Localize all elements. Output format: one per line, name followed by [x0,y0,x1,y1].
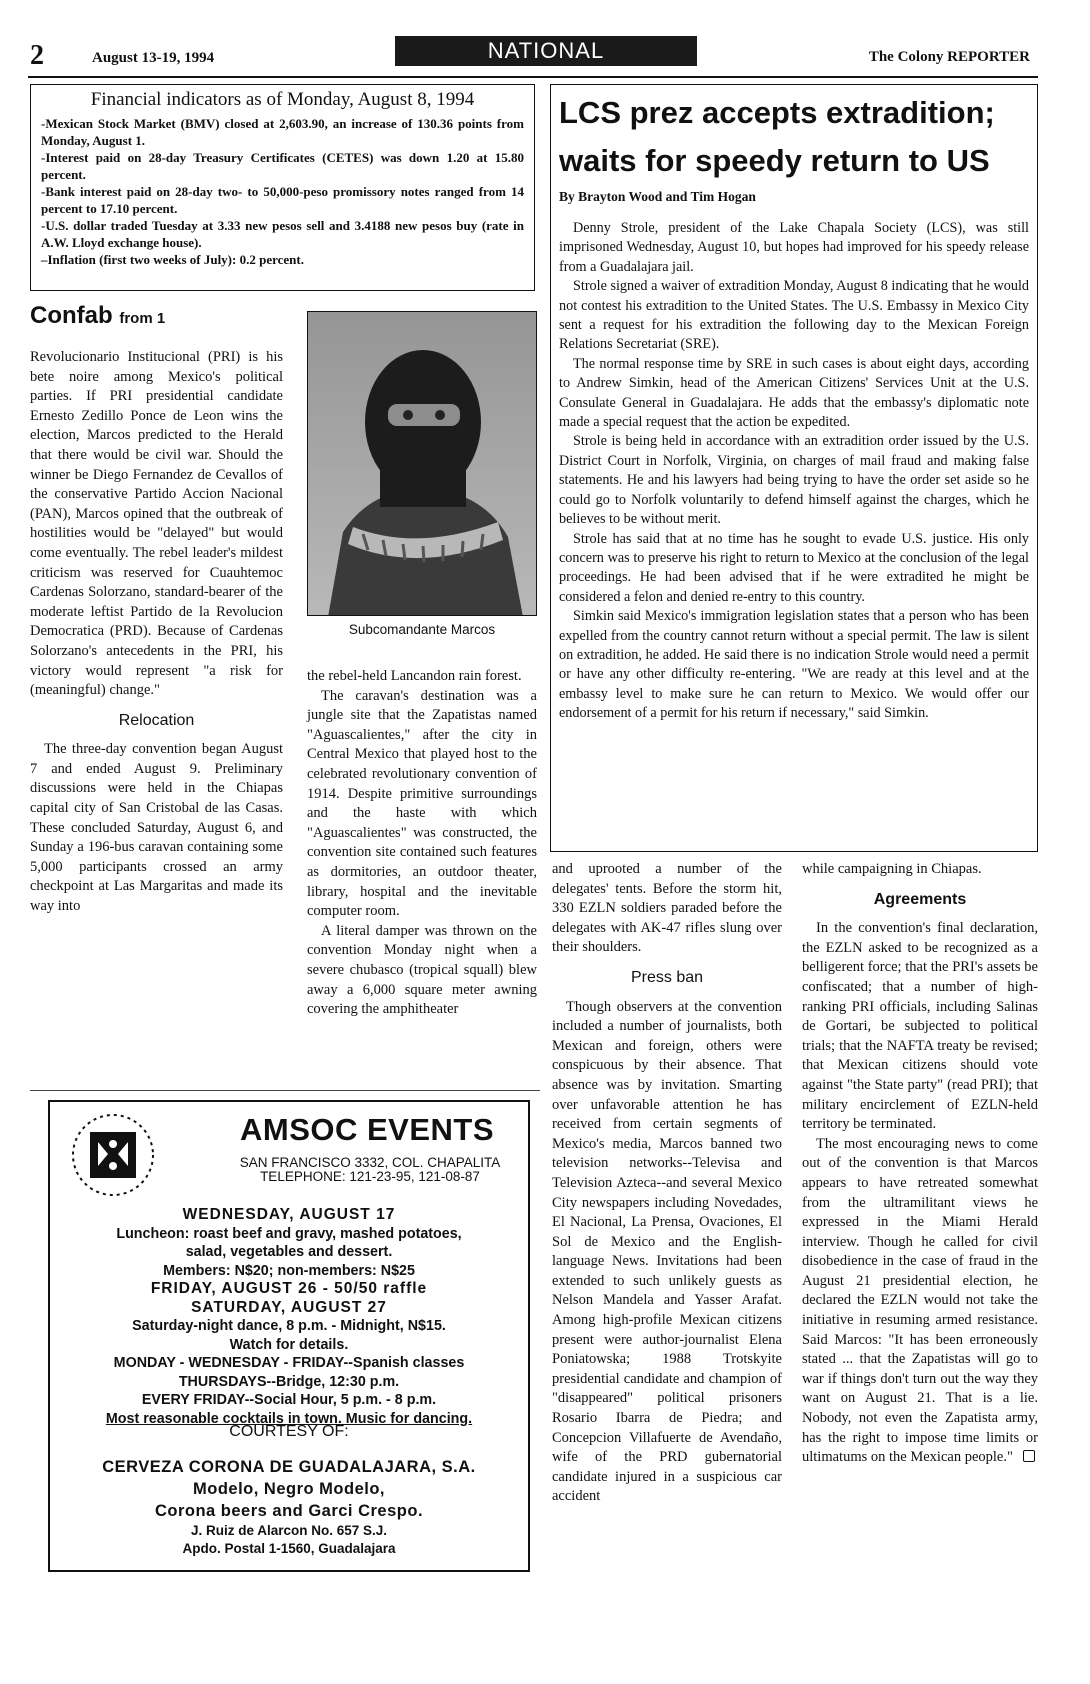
ad-contact-line: J. Ruiz de Alarcon No. 657 S.J. [190,1523,388,1538]
financial-item: -U.S. dollar traded Tuesday at 3.33 new pesos sell and 3.4188 new pesos buy (rate in A.W. Lloyd exchange house). [41,218,524,250]
ad-event-line: Watch for details. [229,1336,349,1353]
financial-indicators-box [30,84,535,291]
confab-paragraph: The caravan's destination was a jungle site that the Zapatistas named "Aguascalientes," after the city in Central Mexico that played host to the celebrated revolutionary convention of 1914. Despite primitive surroundings and the haste with which "Aguascalientes" was constructed, the convention site contained such features as dormitories, an outdoor theater, library, hospital and the inevitable computer room. [307,687,537,920]
confab-paragraph: Though observers at the convention included a number of journalists, both Mexican and foreign, others were conspicuous by their absence. That absence was by invitation. Smarting over unfavorable attention he has received from certain segments of Mexico's media, Marcos banned two television networks--Televisa and Television Azteca--and several Mexico City newspapers including Novedades, El Nacional, La Prensa, Ovaciones, El Sol de Mexico and the English-language News. Invitations had been extended to such unlikely guests as Nelson Mandela and Yasser Arafat. Among high-profile Mexican citizens present were author-journalist Elena Poniatowska; 1988 Trotskyite presidential candidate and champion of "disappeared" political prisoners Rosario Ibarra de Piedra; and Concepcion Villafuerte de Avendaño, wife of the PRD gubernatorial candidate injured in a suspicious car accident [552,998,782,1505]
lcs-paragraph: Strole signed a waiver of extradition Monday, August 8 indicating that he would not contest his extradition to the United States. The U.S. Embassy in Mexico City sent a request for his extradition the following day to the Mexican Foreign Relations Secretariat (SRE). [559,278,1029,353]
lcs-headline [559,89,1029,185]
column-divider [30,1090,540,1091]
lcs-paragraph: The normal response time by SRE in such cases is about eight days, according to Andrew Simkin, head of the American Citizens' Services Unit at the U.S. Consulate General in Guadalajara. He adds that the embassy's diplomatic note made a special request that the action be expedited. [559,355,1029,431]
lcs-paragraph: Strole is being held in accordance with an extradition order issued by the U.S. District Court in Norfolk, Virginia, on charges of mail fraud and making false statements. He and his lawyers had being trying to have the order set aside so he could go to Norfolk voluntarily to defend himself against the charges, which he believes to be without merit. [559,433,1029,528]
lcs-byline: By Brayton Wood and Tim Hogan [559,189,756,204]
ad-sponsor-line: Modelo, Negro Modelo, [193,1480,385,1498]
financial-item: -Bank interest paid on 28-day two- to 50,000-peso promissory notes ranged from 14 percent to 17.10 percent. [41,184,524,216]
subhead-relocation: Relocation [118,711,195,729]
lcs-paragraph: Strole has said that at no time has he sought to evade U.S. justice. His only concern was to preserve his right to return to Mexico at the conclusion of the legal proceedings. He had been advised that if he were extradited he might be considered a felon and denied re-entry to this country. [559,530,1029,605]
issue-date: August 13-19, 1994 [92,50,215,66]
ad-event-line: Most reasonable cocktails in town. Music for dancing. [105,1410,473,1427]
marcos-photo [307,311,537,616]
ad-address [220,1156,520,1184]
ad-event-line: Members: N$20; non-members: N$25 [163,1262,415,1279]
ad-event-line: FRIDAY, AUGUST 26 - 50/50 raffle [150,1280,428,1297]
subhead-press-ban: Press ban [630,968,704,986]
ad-event-line: MONDAY - WEDNESDAY - FRIDAY--Spanish classes [113,1355,465,1371]
confab-column-3 [552,860,782,1507]
ad-contact [58,1522,520,1558]
confab-paragraph [802,1135,1038,1468]
ad-event-line: WEDNESDAY, AUGUST 17 [182,1206,396,1223]
ad-event-line: Saturday-night dance, 8 p.m. - Midnight, N$15. [132,1318,446,1334]
ad-sponsor-line: Corona beers and Garci Crespo. [154,1502,424,1520]
ad-contact-line: Apdo. Postal 1-1560, Guadalajara [182,1541,396,1556]
subhead-agreements: Agreements [873,890,967,908]
header-rule [28,76,1038,78]
ad-sponsor-line: CERVEZA CORONA DE GUADALAJARA, S.A. [102,1458,476,1476]
confab-paragraph: the rebel-held Lancandon rain forest. [307,668,522,684]
confab-paragraph: and uprooted a number of the delegates' tents. Before the storm hit, 330 EZLN soldiers paraded before the delegates with AK-47 rifles slung over their shoulders. [552,861,782,956]
ad-sponsor [58,1456,520,1522]
lcs-headline-line2: waits for speedy return to US [559,143,990,178]
ad-event-line: Luncheon: roast beef and gravy, mashed potatoes, [116,1225,462,1242]
confab-paragraph: The three-day convention began August 7 and ended August 9. Preliminary discussions were held in the Chiapas capital city of San Cristobal de las Casas. These concluded Saturday, August 6, and Sunday a 196-bus caravan containing some 5,000 participants crossed an army checkpoint at Las Margaritas and made its way into [30,741,283,915]
masked-rebel-illustration [308,312,537,616]
lcs-paragraph: Denny Strole, president of the Lake Chapala Society (LCS), was still imprisoned Wednesday, August 10, but hopes had improved for his speedy release from a Guadalajara jail. [559,220,1029,275]
confab-column-1 [30,348,283,917]
ad-title: AMSOC EVENTS [240,1112,495,1147]
confab-paragraph: Revolucionario Institucional (PRI) is his bete noire among Mexico's political parties. If PRI presidential candidate Ernesto Zedillo Ponce de Leon wins the election, Marcos predicted to the Herald that there would be civil war. Should the winner be Diego Fernandez de Cevallos of the conservative Partido Accion Nacional (PAN), Marcos opined that the outbreak of hostilities would be "delayed" but would come eventually. The rebel leader's mildest criticism was reserved for Cuauhtemoc Cardenas Solorzano, standard-bearer of the moderate leftist Partido de la Revolucion Democratica (PRD). Because of Cardenas Solorzano's antecedents in the PRI, his victory would represent "a risk for (meaningful) change." [30,349,283,699]
ad-event-line: EVERY FRIDAY--Social Hour, 5 p.m. - 8 p.m. [141,1392,437,1408]
confab-paragraph: A literal damper was thrown on the convention Monday night when a severe chubasco (tropical squall) blew away a 6,000 square meter awning covering the amphitheater [307,922,537,1018]
lcs-article [550,84,1038,852]
lcs-headline-line1: LCS prez accepts extradition; [559,95,995,130]
ad-event-line: SATURDAY, AUGUST 27 [191,1298,387,1316]
confab-closing-text: The most encouraging news to come out of the convention is that Marcos appears to have retreated somewhat from the ultramilitant views he expressed in the Miami Herald interview. Though he called for civil disobedience in the case of fraud in the August 21 presidential election, he declared the EZLN would not take the initiative in resuming armed resistance. Said Marcos: "It has been erroneously stated ... that the Zapatistas will go to war if things don't turn out the way they want on August 21. That is a lie. Nobody, not even the Zapatista army, has the right to impose time limits or ultimatums on the Mexican people." [802,1135,1038,1466]
ad-address-line: SAN FRANCISCO 3332, COL. CHAPALITA [239,1155,501,1170]
continued-from-label: from 1 [119,310,166,327]
section-banner: NATIONAL [395,36,697,66]
financial-item: –Inflation (first two weeks of July): 0.2 percent. [41,252,304,267]
amsoc-emblem-icon [68,1110,158,1200]
photo-caption: Subcomandante Marcos [348,622,496,637]
end-of-story-icon [1023,1450,1035,1462]
page-number: 2 [30,40,44,71]
confab-column-4 [802,860,1038,1468]
ad-event-line: salad, vegetables and dessert. [185,1244,393,1260]
confab-paragraph: while campaigning in Chiapas. [802,861,982,877]
ad-event-list [58,1206,520,1428]
confab-headline-text: Confab [30,302,113,329]
lcs-paragraph: Simkin said Mexico's immigration legislation states that a person who has been expelled from the country cannot return without a special permit. The law is silent on extradition, he added. He said there is no indication Strole would need a permit or have any other difficulty re-entering. "We are ready at this level and at the embassy level to make sure he can return to Mexico. We would offer our endorsement of a permit for his return if necessary," said Simkin. [559,608,1029,722]
financial-indicators-title: Financial indicators as of Monday, August 8, 1994 [90,89,475,110]
confab-headline [30,302,165,330]
amsoc-events-ad [48,1100,530,1572]
confab-paragraph: In the convention's final declaration, the EZLN asked to be recognized as a belligerent force; that the PRI's assets be confiscated; that a number of high-ranking PRI officials, including Salinas de Gortari, be subjected to political trials; that the NAFTA treaty be revised; that Mexican citizens should vote against "the State party" (read PRI); that military encirclement of EZLN-held territory be terminated. [802,920,1038,1133]
newspaper-name: The Colony REPORTER [868,49,1030,65]
financial-item: -Mexican Stock Market (BMV) closed at 2,603.90, an increase of 130.36 points from Monday, August 1. [41,116,524,148]
confab-column-2 [307,667,537,1020]
financial-item: -Interest paid on 28-day Treasury Certificates (CETES) was down 1.20 at 15.80 percent. [41,150,524,182]
ad-phone-line: TELEPHONE: 121-23-95, 121-08-87 [260,1169,480,1184]
ad-event-line: THURSDAYS--Bridge, 12:30 p.m. [178,1373,400,1390]
ad-courtesy: COURTESY OF: [229,1423,349,1440]
